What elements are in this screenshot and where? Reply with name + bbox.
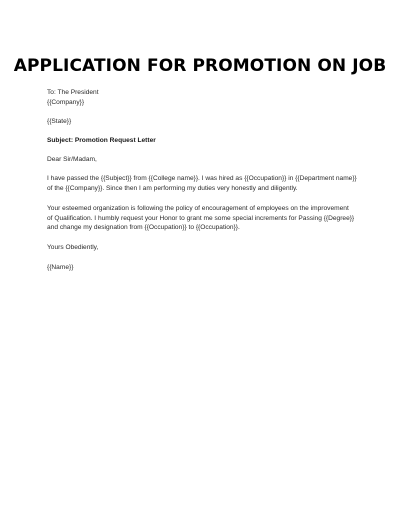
salutation: Dear Sir/Madam,	[47, 156, 97, 164]
subject-line: Subject: Promotion Request Letter	[47, 136, 156, 144]
document-title: APPLICATION FOR PROMOTION ON JOB	[13, 56, 387, 76]
letter-body	[47, 88, 367, 272]
paragraph-request	[47, 204, 367, 233]
recipient-to-line: To: The President	[47, 89, 99, 96]
paragraph-line: of Qualification. I humbly request your Honor to grant me some special increments for Passing {{Degree}}	[47, 214, 355, 222]
recipient-block	[47, 88, 367, 107]
paragraph-line: of the {{Company}}. Since then I am performing my duties very honestly and diligently.	[47, 184, 298, 192]
paragraph-line: and change my designation from {{Occupation}} to {{Occupation}}.	[47, 224, 240, 232]
closing: Yours Obediently,	[47, 244, 99, 252]
signature-name: {{Name}}	[47, 263, 74, 271]
paragraph-line: Your esteemed organization is following the policy of encouragement of employees on the improvement	[47, 205, 349, 213]
paragraph-line: I have passed the {{Subject}} from {{College name}}. I was hired as {{Occupation}} in {{Department name}}	[47, 175, 357, 183]
paragraph-qualification	[47, 174, 367, 193]
recipient-state: {{State}}	[47, 117, 72, 125]
recipient-company: {{Company}}	[47, 98, 85, 106]
